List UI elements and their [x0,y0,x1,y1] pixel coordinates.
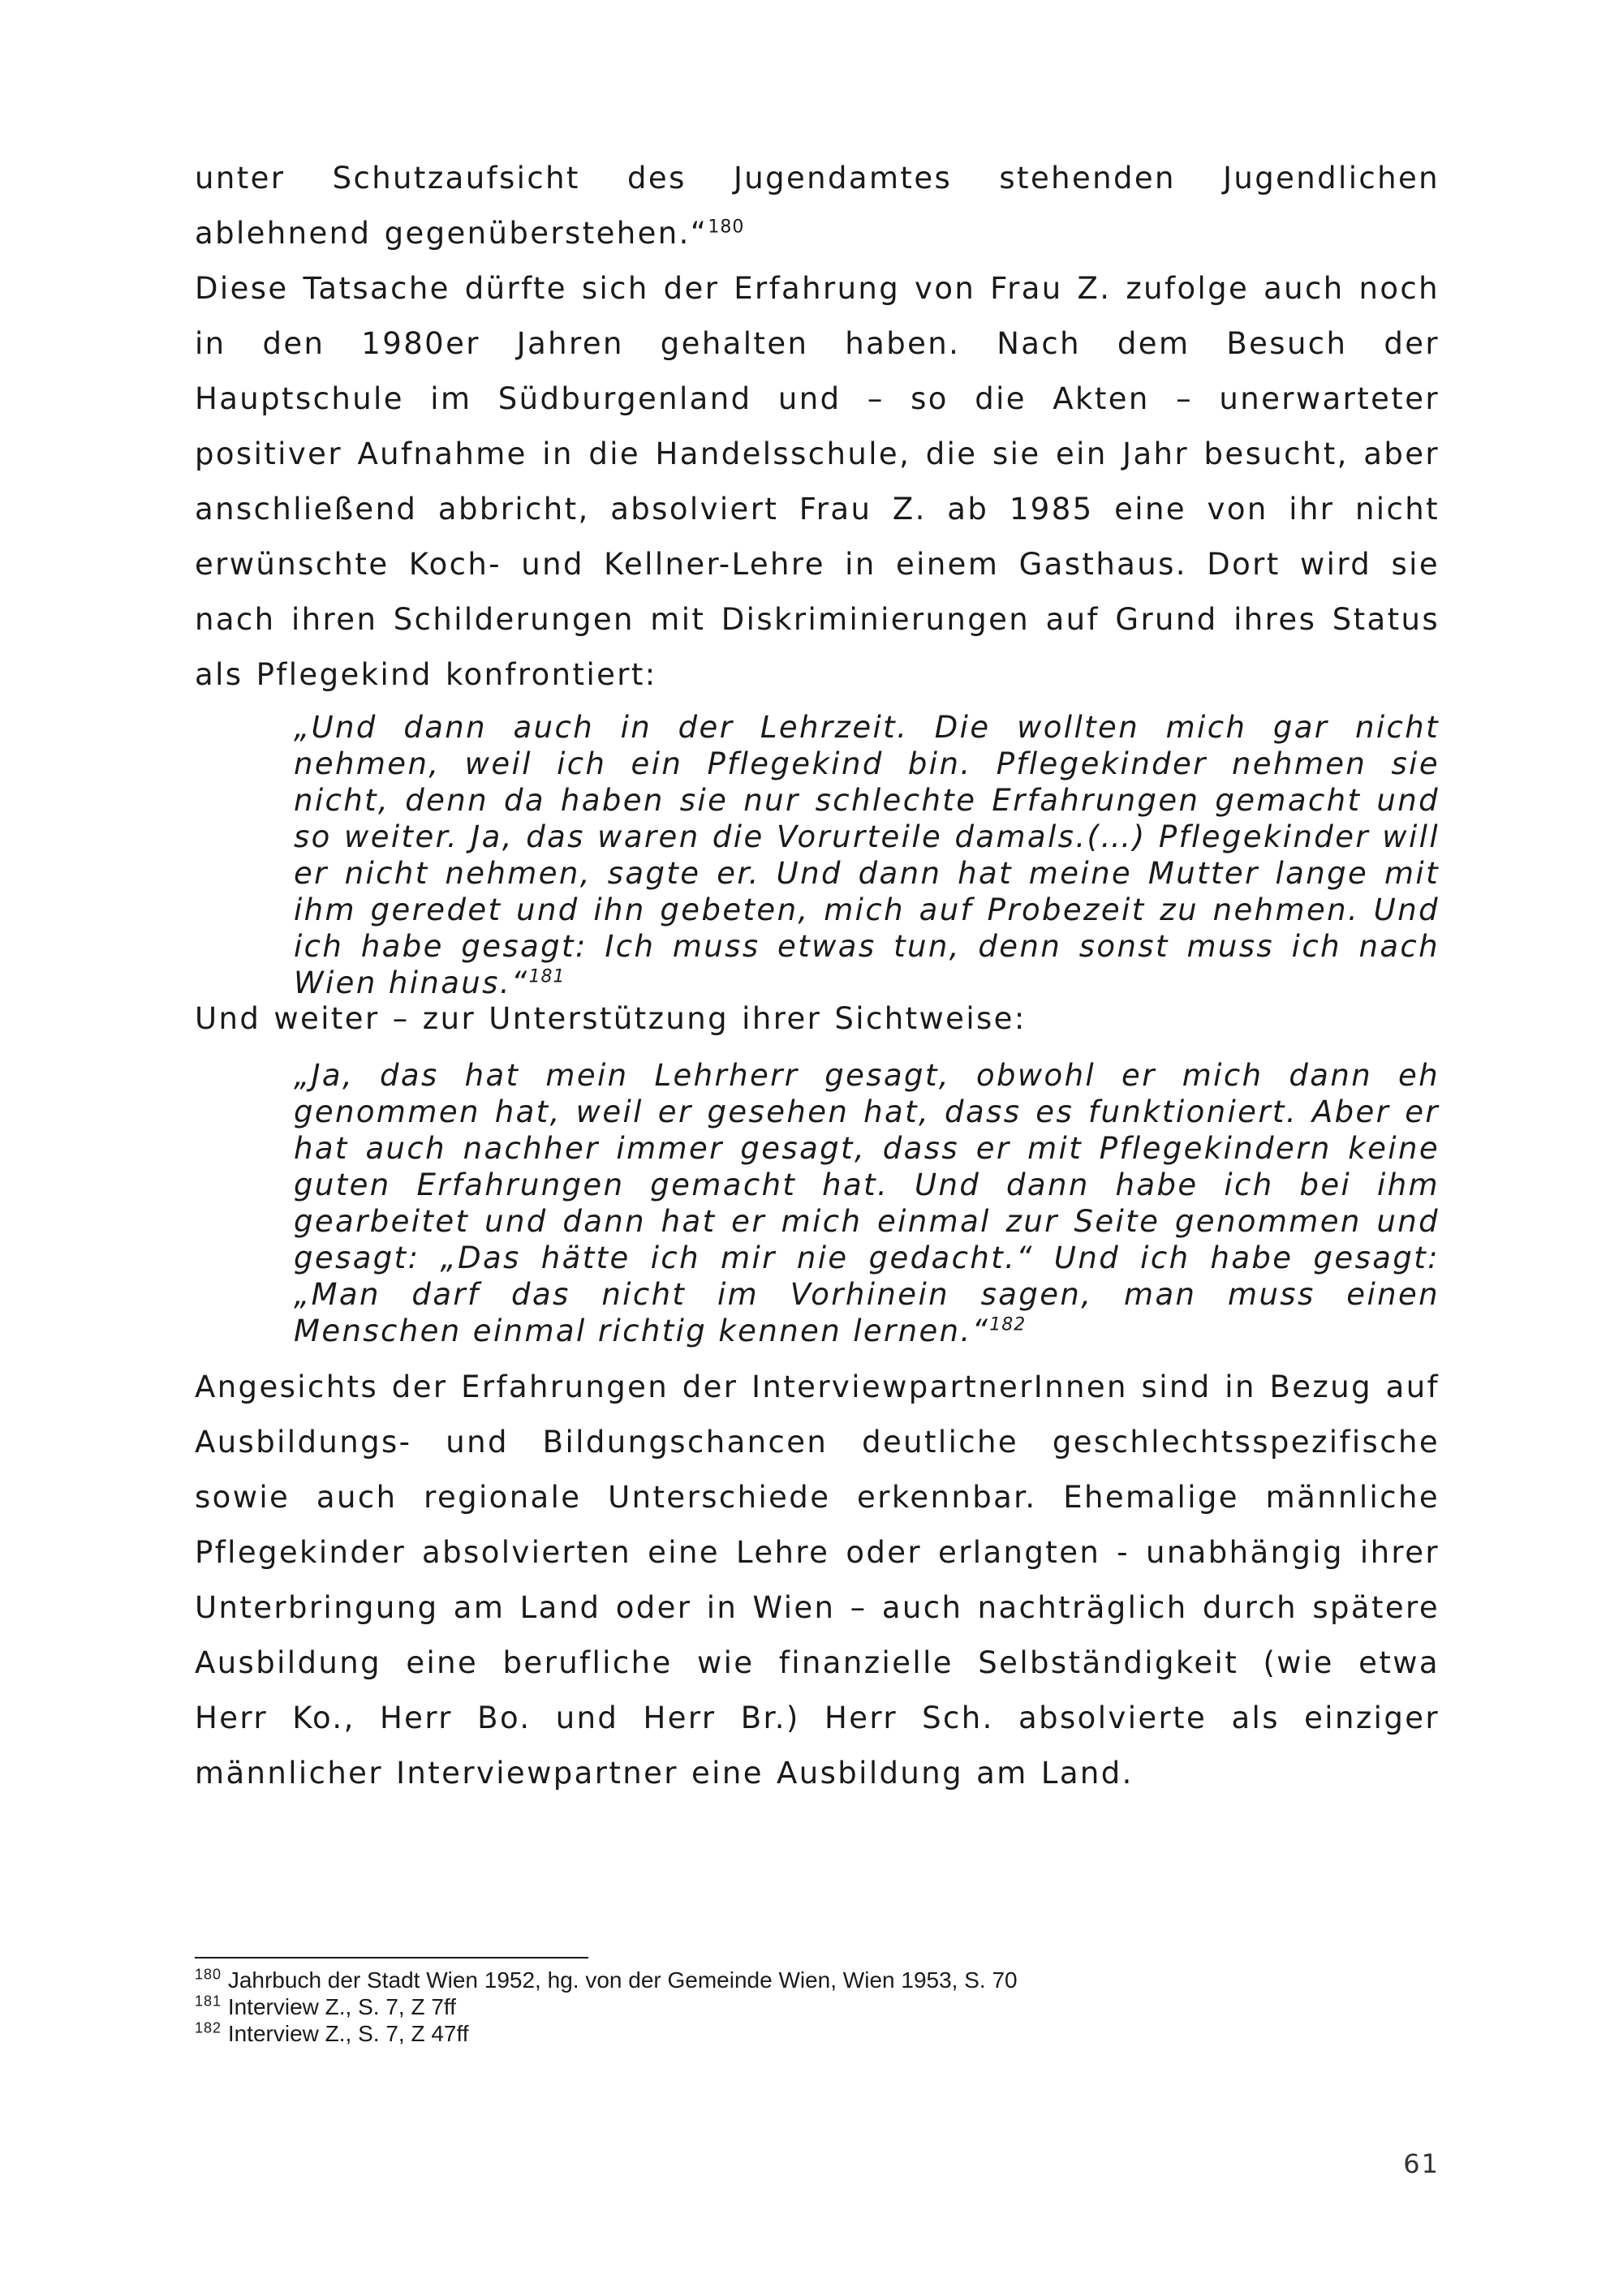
paragraph-frau-z-experience: Diese Tatsache dürfte sich der Erfahrung von Frau Z. zufolge auch noch in den 1980er Jahren gehalten haben. Nach dem Besuch der Hauptschule im Südburgenland und – so die Akten – unerwarteter positiver Aufnahme in die Handelsschule, die sie ein Jahr besucht, aber anschließend abbricht, absolviert Frau Z. ab 1985 eine von ihr nicht erwünschte Koch- und Kellner-Lehre in einem Gasthaus. Dort wird sie nach ihren Schilderungen mit Diskriminierungen auf Grund ihres Status als Pflegekind konfrontiert: [195,271,1440,692]
paragraph-continuation [195,151,1440,261]
footnote-number: 182 [195,2019,222,2036]
footnote-text: Jahrbuch der Stadt Wien 1952, hg. von der Gemeinde Wien, Wien 1953, S. 70 [227,1967,1018,1993]
page-number: 61 [1403,2148,1440,2179]
footnote-text: Interview Z., S. 7, Z 7ff [227,1994,456,2019]
paragraph-text: unter Schutzaufsicht des Jugendamtes stehenden Jugendlichen ablehnend gegenüberstehen.“ [195,161,1440,251]
quote-text: „Und dann auch in der Lehrzeit. Die wollten mich gar nicht nehmen, weil ich ein Pflegekind bin. Pflegekinder nehmen sie nicht, denn da haben sie nur schlechte Erfahrungen gemacht und so weiter. Ja, das waren die Vorurteile damals.(…) Pflegekinder will er nicht nehmen, sagte er. Und dann hat meine Mutter lange mit ihm geredet und ihn gebeten, mich auf Probezeit zu nehmen. Und ich habe gesagt: Ich muss etwas tun, denn sonst muss ich nach Wien hinaus.“ [294,710,1440,1000]
block-quote-lehrherr [294,1057,1440,1349]
footnotes [195,1967,1412,2047]
paragraph-und-weiter: Und weiter – zur Unterstützung ihrer Sichtweise: [195,1001,1027,1036]
footnote-number: 180 [195,1966,222,1983]
footnote-182 [195,2020,1412,2047]
footnote-text: Interview Z., S. 7, Z 47ff [227,2021,469,2046]
footnote-ref-180: 180 [708,217,745,238]
footnote-separator [195,1957,588,1958]
footnote-number: 181 [195,1993,222,2010]
footnote-180 [195,1967,1412,1993]
block-quote-lehrzeit [294,709,1440,1001]
paragraph-ausbildungschancen: Angesichts der Erfahrungen der InterviewpartnerInnen sind in Bezug auf Ausbildungs- und Bildungschancen deutliche geschlechtsspezifische sowie auch regionale Unterschiede erkennbar. Ehemalige männliche Pflegekinder absolvierten eine Lehre oder erlangten - unabhängig ihrer Unterbringung am Land oder in Wien – auch nachträglich durch spätere Ausbildung eine berufliche wie finanzielle Selbständigkeit (wie etwa Herr Ko., Herr Bo. und Herr Br.) Herr Sch. absolvierte als einziger männlicher Interviewpartner eine Ausbildung am Land. [195,1369,1440,1791]
footnote-181 [195,1993,1412,2020]
footnote-ref-182: 182 [989,1314,1027,1335]
footnote-ref-181: 181 [528,966,566,987]
quote-text: „Ja, das hat mein Lehrherr gesagt, obwohl er mich dann eh genommen hat, weil er gesehen hat, dass es funktioniert. Aber er hat auch nachher immer gesagt, dass er mit Pflegekindern keine guten Erfahrungen gemacht hat. Und dann habe ich bei ihm gearbeitet und dann hat er mich einmal zur Seite genommen und gesagt: „Das hätte ich mir nie gedacht.“ Und ich habe gesagt: „Man darf das nicht im Vorhinein sagen, man muss einen Menschen einmal richtig kennen lernen.“ [294,1058,1440,1348]
